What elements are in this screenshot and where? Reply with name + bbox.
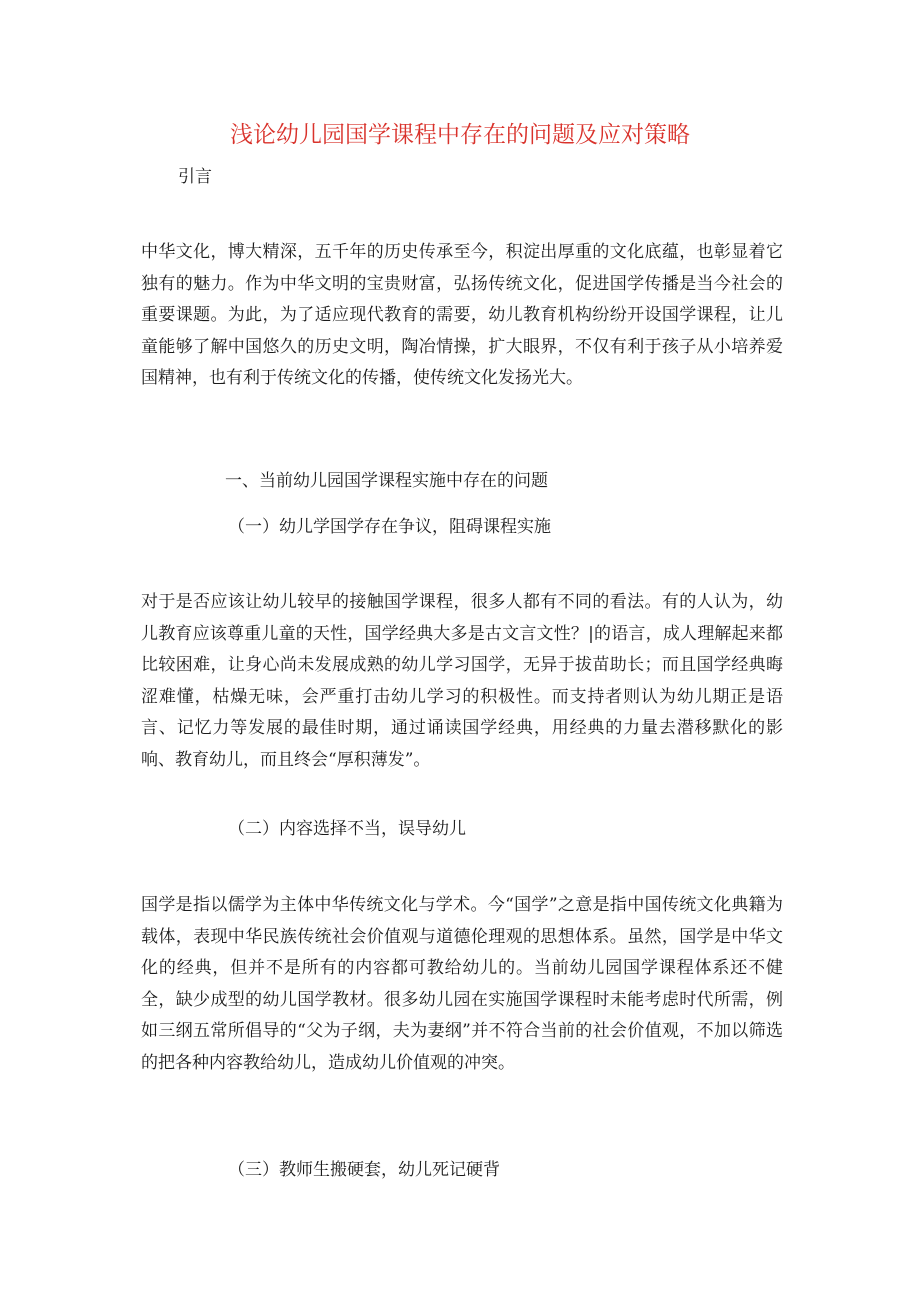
section-heading-1: 一、当前幼儿园国学课程实施中存在的问题	[225, 471, 548, 491]
subsection-heading-3: （三）教师生搬硬套，幼儿死记硬背	[228, 1160, 500, 1180]
intro-label: 引言	[178, 167, 212, 187]
subsection-heading-1: （一）幼儿学国学存在争议，阻碍课程实施	[228, 517, 551, 537]
subsection-heading-2: （二）内容选择不当，误导幼儿	[228, 819, 466, 839]
paragraph-content-selection: 国学是指以儒学为主体中华传统文化与学术。今“国学”之意是指中国传统文化典籍为载体，表现中华民族传统社会价值观与道德伦理观的思想体系。虽然，国学是中华文化的经典，但并不是所有的内容都可教给幼儿的。当前幼儿园国学课程体系还不健全，缺少成型的幼儿国学教材。很多幼儿园在实施国学课程时未能考虑时代所需，例如三纲五常所倡导的“父为子纲，夫为妻纲”并不符合当前的社会价值观，不加以筛选的把各种内容教给幼儿，造成幼儿价值观的冲突。	[141, 895, 783, 1073]
paragraph-intro: 中华文化，博大精深，五千年的历史传承至今，积淀出厚重的文化底蕴，也彰显着它独有的魅力。作为中华文明的宝贵财富，弘扬传统文化，促进国学传播是当今社会的重要课题。为此，为了适应现代教育的需要，幼儿教育机构纷纷开设国学课程，让儿童能够了解中国悠久的历史文明，陶冶情操，扩大眼界，不仅有利于孩子从小培养爱国精神，也有利于传统文化的传播，使传统文化发扬光大。	[141, 242, 783, 388]
document-title: 浅论幼儿园国学课程中存在的问题及应对策略	[230, 122, 690, 148]
paragraph-controversy: 对于是否应该让幼儿较早的接触国学课程，很多人都有不同的看法。有的人认为，幼儿教育应该尊重儿童的天性，国学经典大多是古文言文性？|的语言，成人理解起来都比较困难，让身心尚未发展成熟的幼儿学习国学，无异于拔苗助长；而且国学经典晦涩难懂，枯燥无味，会严重打击幼儿学习的积极性。而支持者则认为幼儿期正是语言、记忆力等发展的最佳时期，通过诵读国学经典，用经典的力量去潜移默化的影响、教育幼儿，而且终会“厚积薄发”。	[141, 592, 783, 770]
